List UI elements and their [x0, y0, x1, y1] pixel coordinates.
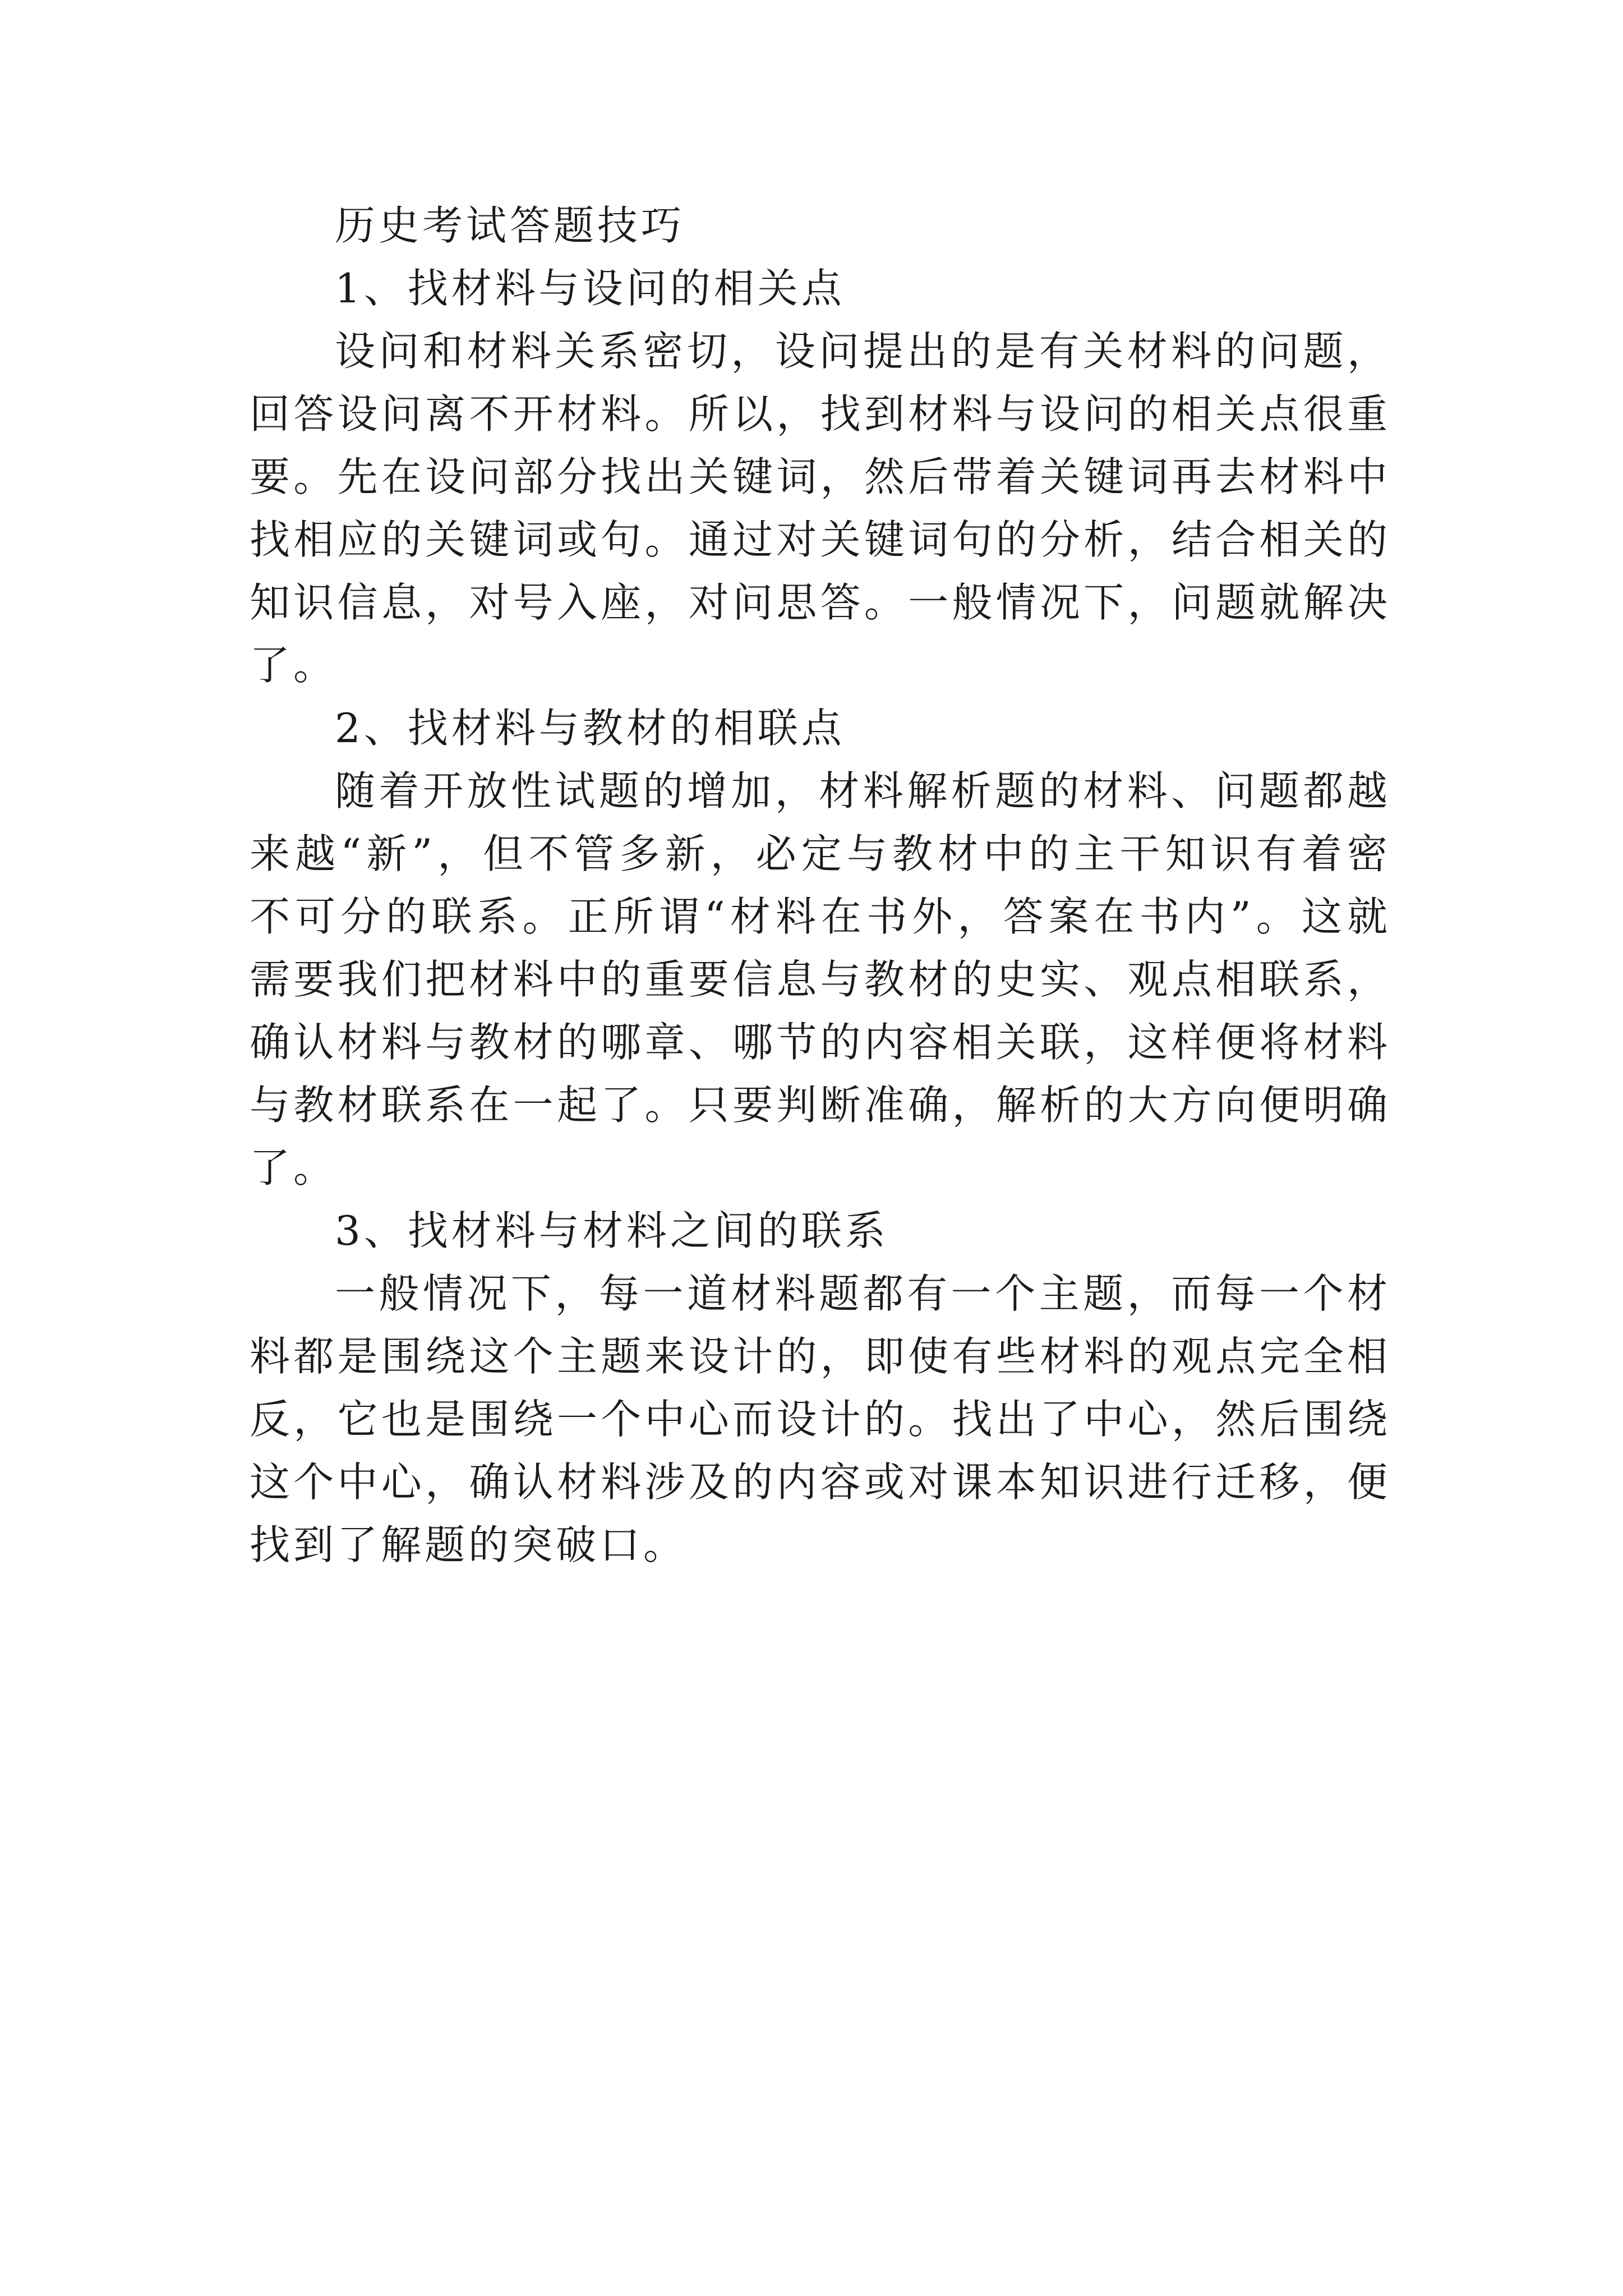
section-heading-2: 2、找材料与教材的相联点: [335, 705, 845, 752]
paragraph-line: 需要我们把材料中的重要信息与教材的史实、观点相联系，: [250, 956, 1391, 1003]
paragraph-line: 这个中心，确认材料涉及的内容或对课本知识进行迁移，便: [250, 1458, 1391, 1506]
paragraph-line: 要。先在设问部分找出关键词，然后带着关键词再去材料中: [250, 453, 1391, 500]
paragraph-line: 知识信息，对号入座，对问思答。一般情况下，问题就解决: [250, 579, 1391, 626]
paragraph-line: 找相应的关键词或句。通过对关键词句的分析，结合相关的: [250, 516, 1391, 563]
paragraph-line: 确认材料与教材的哪章、哪节的内容相关联，这样便将材料: [250, 1019, 1391, 1066]
section-heading-1: 1、找材料与设问的相关点: [335, 265, 845, 312]
paragraph-line: 回答设问离不开材料。所以，找到材料与设问的相关点很重: [250, 390, 1391, 438]
paragraph-line: 了。: [250, 1144, 338, 1191]
paragraph-line: 来越“新”，但不管多新，必定与教材中的主干知识有着密: [250, 830, 1391, 877]
paragraph-line: 不可分的联系。正所谓“材料在书外，答案在书内”。这就: [250, 893, 1391, 940]
paragraph-line: 一般情况下，每一道材料题都有一个主题，而每一个材: [335, 1270, 1391, 1317]
paragraph-line: 了。: [250, 642, 338, 689]
paragraph-line: 与教材联系在一起了。只要判断准确，解析的大方向便明确: [250, 1082, 1391, 1129]
paragraph-line: 找到了解题的突破口。: [250, 1521, 688, 1568]
paragraph-line: 反，它也是围绕一个中心而设计的。找出了中心，然后围绕: [250, 1396, 1391, 1443]
document-title: 历史考试答题技巧: [335, 202, 685, 249]
paragraph-line: 料都是围绕这个主题来设计的，即使有些材料的观点完全相: [250, 1333, 1391, 1380]
document-body: [250, 194, 1391, 1576]
section-heading-3: 3、找材料与材料之间的联系: [335, 1207, 889, 1254]
paragraph-line: 设问和材料关系密切，设问提出的是有关材料的问题，: [335, 328, 1391, 375]
paragraph-line: 随着开放性试题的增加，材料解析题的材料、问题都越: [335, 767, 1391, 815]
